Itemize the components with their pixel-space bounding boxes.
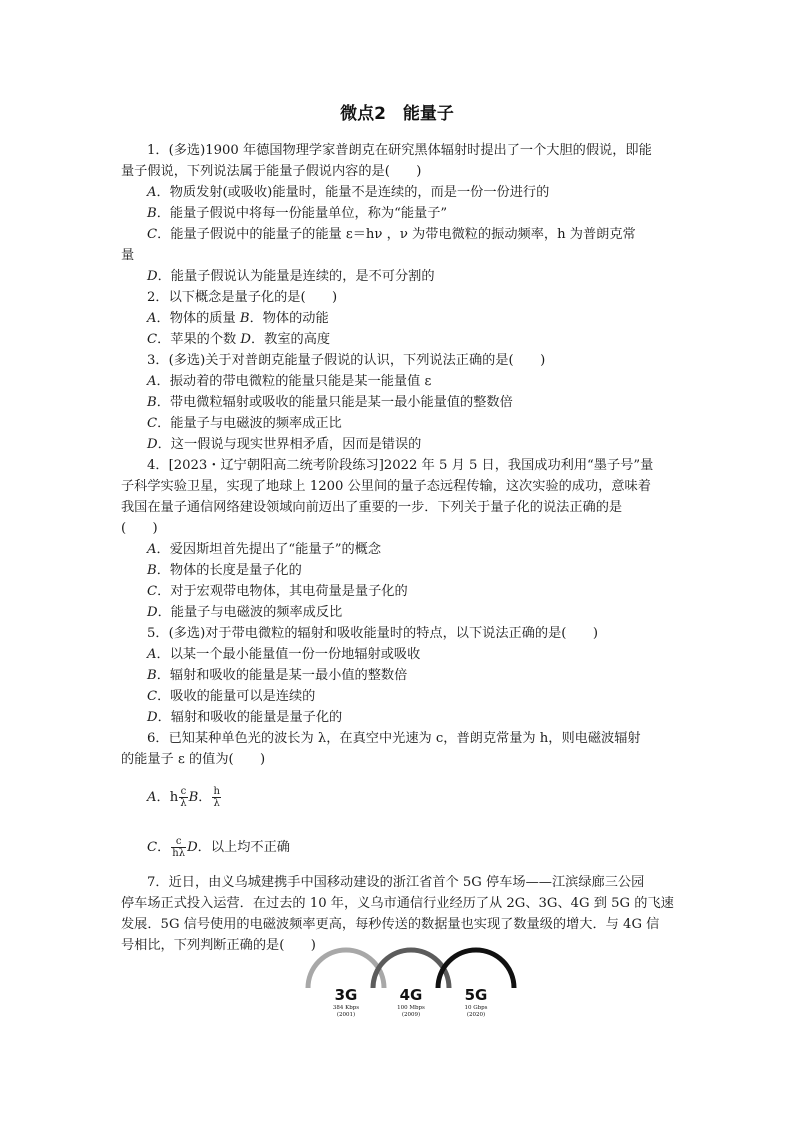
q7-stem-cont-3: 号相比，下列判断正确的是( ) — [121, 938, 316, 953]
q1-option-c: C．能量子假说中的能量子的能量 ε＝hν ，ν 为带电微粒的振动频率，h 为普朗克常 — [147, 227, 636, 242]
q5-option-d: D．辐射和吸收的能量是量子化的 — [147, 710, 343, 725]
q5-option-b: B．辐射和吸收的能量是某一最小值的整数倍 — [147, 668, 408, 683]
q6-stem-cont: 的能量子 ε 的值为( ) — [121, 752, 266, 767]
gauge-3g-speed: 384 Kbps — [332, 1005, 360, 1011]
q7-stem-cont-2: 发展．5G 信号使用的电磁波频率更高，每秒传送的数据量也实现了数量级的增大．与 4G 信 — [121, 917, 660, 932]
q2-stem: 2．以下概念是量子化的是( ) — [147, 290, 338, 305]
q1-option-a: A．物质发射(或吸收)能量时，能量不是连续的，而是一份一份进行的 — [147, 185, 550, 200]
gauge-4g-speed: 100 Mbps — [397, 1005, 425, 1011]
q3-option-d: D．这一假说与现实世界相矛盾，因而是错误的 — [147, 437, 422, 452]
gauge-3g-year: (2001) — [336, 1012, 356, 1018]
q4-option-d: D．能量子与电磁波的频率成反比 — [147, 605, 343, 620]
q1-option-b: B．能量子假说中将每一份能量单位，称为“能量子” — [147, 206, 448, 221]
q3-option-c: C．能量子与电磁波的频率成正比 — [147, 416, 342, 431]
question-list — [121, 140, 678, 956]
q3-option-b: B．带电微粒辐射或吸收的能量只能是某一最小能量值的整数倍 — [147, 395, 513, 410]
q6-option-b-fraction: $\frac{h}{\lambda}$ — [213, 785, 220, 809]
gauge-4g-year: (2009) — [401, 1012, 421, 1018]
q6-options-ab: A ．h $\frac{c}{\lambda}$ B ． $\frac{h}{\lambda}$ — [147, 785, 220, 809]
q1-option-c-cont: 量 — [121, 248, 135, 263]
q5-option-a: A．以某一个最小能量值一份一份地辐射或吸收 — [147, 647, 421, 662]
gauge-5g-year: (2020) — [466, 1012, 486, 1018]
q1-option-d: D．能量子假说认为能量是连续的，是不可分割的 — [147, 269, 435, 284]
gauge-4g-label: 4G — [399, 986, 423, 1004]
q4-stem-cont-3: ( ) — [121, 521, 158, 536]
network-speed-gauges-figure — [300, 936, 525, 1022]
q5-option-c: C．吸收的能量可以是连续的 — [147, 689, 316, 704]
q6-option-a-fraction: $\frac{c}{\lambda}$ — [180, 785, 187, 809]
gauge-5g-speed: 10 Gbps — [464, 1005, 488, 1011]
q7-stem: 7．近日，由义乌城建携手中国移动建设的浙江省首个 5G 停车场——江滨绿廊三公园 — [147, 875, 645, 890]
q1-stem: 1．(多选)1900 年德国物理学家普朗克在研究黑体辐射时提出了一个大胆的假说，即能 — [147, 143, 652, 158]
q4-stem-cont-2: 我国在量子通信网络建设领域向前迈出了重要的一步．下列关于量子化的说法正确的是 — [121, 500, 623, 515]
q5-stem: 5．(多选)对于带电微粒的辐射和吸收能量时的特点，以下说法正确的是( ) — [147, 626, 598, 641]
q4-option-b: B．物体的长度是量子化的 — [147, 563, 302, 578]
q4-option-c: C．对于宏观带电物体，其电荷量是量子化的 — [147, 584, 408, 599]
q3-stem: 3．(多选)关于对普朗克能量子假说的认识，下列说法正确的是( ) — [147, 353, 546, 368]
q4-option-a: A．爱因斯坦首先提出了“能量子”的概念 — [147, 542, 382, 557]
q6-option-c-fraction: $\frac{c}{h\lambda}$ — [172, 835, 186, 859]
q2-options-ab: A．物体的质量 B．物体的动能 — [147, 311, 329, 326]
q6-stem: 6．已知某种单色光的波长为 λ，在真空中光速为 c，普朗克常量为 h，则电磁波辐射 — [147, 731, 641, 746]
q4-stem-cont-1: 子科学实验卫星，实现了地球上 1200 公里间的量子态远程传输，这次实验的成功，意味着 — [121, 479, 651, 494]
q3-option-a: A．振动着的带电微粒的能量只能是某一能量值 ε — [147, 374, 432, 389]
q7-stem-cont-1: 停车场正式投入运营．在过去的 10 年，义乌市通信行业经历了从 2G、3G、4G 到 5G 的飞速 — [121, 896, 674, 911]
gauge-5g-label: 5G — [464, 986, 488, 1004]
gauge-3g-label: 3G — [334, 986, 358, 1004]
q6-options-cd: C ． $\frac{c}{h\lambda}$ D ．以上均不正确 — [147, 835, 290, 859]
page-title: 微点2 能量子 — [340, 104, 454, 124]
q4-stem: 4．[2023・辽宁朝阳高二统考阶段练习]2022 年 5 月 5 日，我国成功利用“墨子号”量 — [147, 458, 654, 473]
q1-stem-cont: 量子假说，下列说法属于能量子假说内容的是( ) — [121, 164, 422, 179]
q2-options-cd: C．苹果的个数 D．教室的高度 — [147, 332, 331, 347]
